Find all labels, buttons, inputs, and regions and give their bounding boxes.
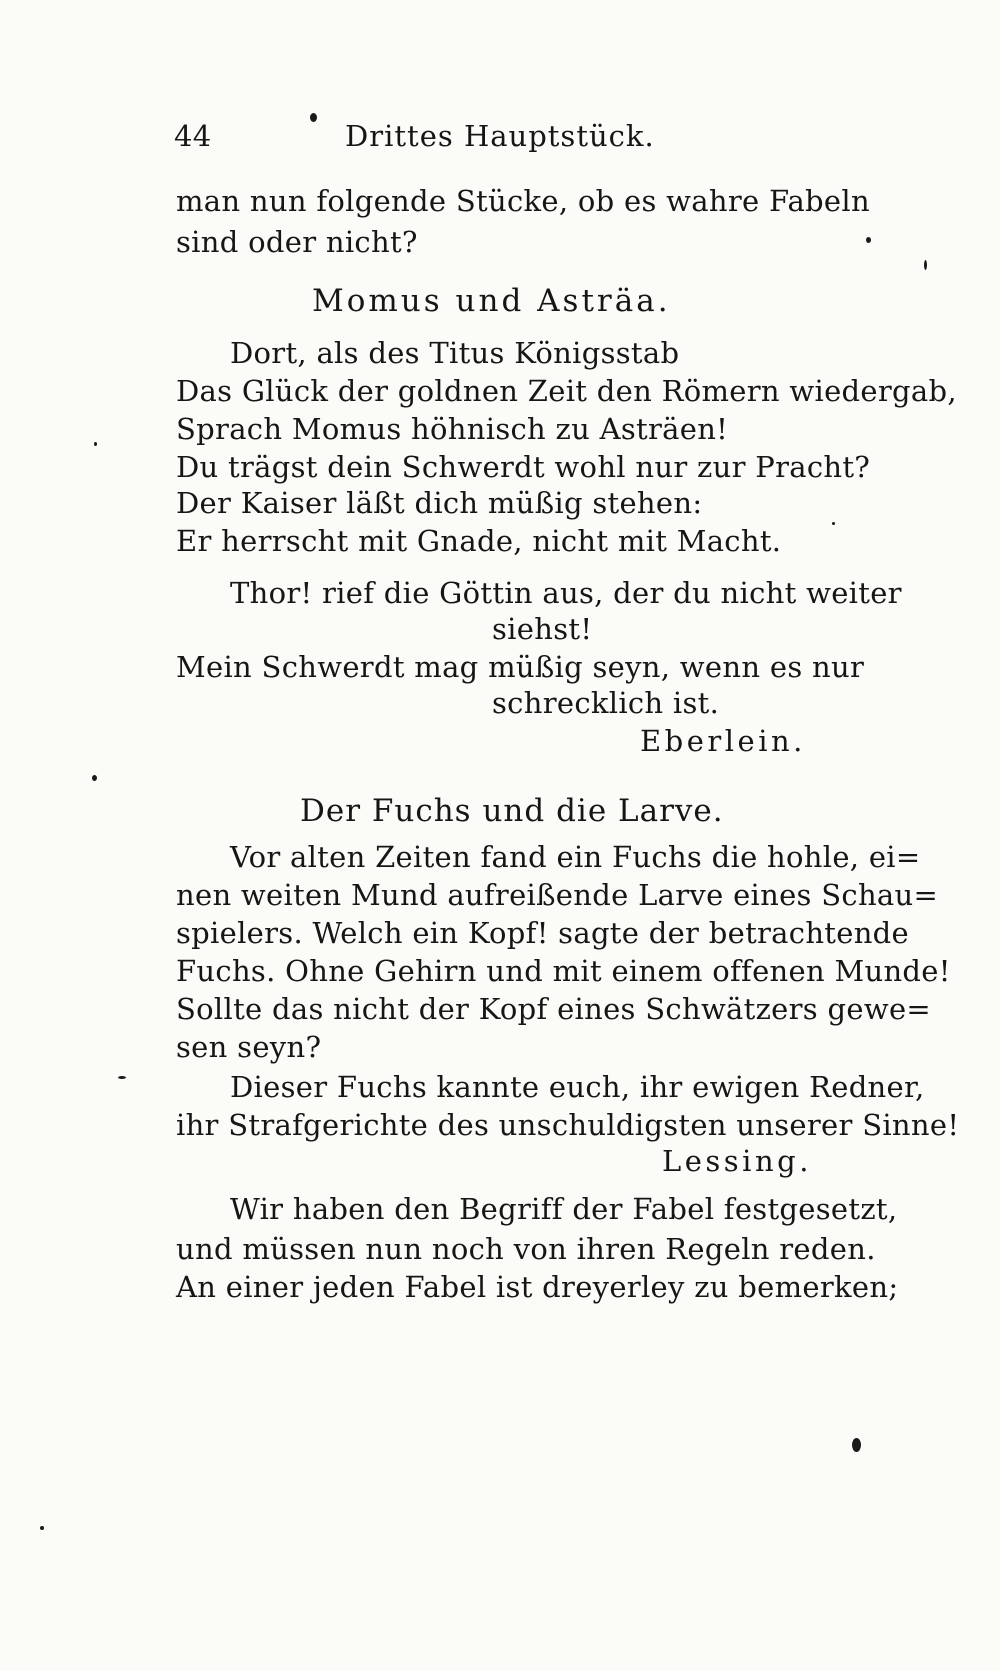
reply-line: Thor! rief die Göttin aus, der du nicht weiter — [230, 576, 902, 610]
prose-line: Sollte das nicht der Kopf eines Schwätzers gewe= — [176, 992, 932, 1026]
verse-line: Sprach Momus höhnisch zu Asträen! — [176, 412, 729, 446]
ink-speck — [118, 1076, 126, 1079]
author-signature: Lessing. — [662, 1144, 812, 1178]
intro-line: man nun folgende Stücke, ob es wahre Fabeln — [176, 184, 870, 218]
reply-line: siehst! — [492, 612, 593, 646]
prose-line: Dieser Fuchs kannte euch, ihr ewigen Redner, — [230, 1070, 925, 1104]
prose-line: spielers. Welch ein Kopf! sagte der betrachtende — [176, 916, 910, 950]
prose-line: ihr Strafgerichte des unschuldigsten unserer Sinne! — [176, 1108, 960, 1142]
reply-line: schrecklich ist. — [492, 686, 720, 720]
ink-speck — [92, 775, 97, 781]
prose-line: Fuchs. Ohne Gehirn und mit einem offenen Munde! — [176, 954, 951, 988]
verse-line: Das Glück der goldnen Zeit den Römern wiedergab, — [176, 374, 957, 408]
reply-line: Mein Schwerdt mag müßig seyn, wenn es nur — [176, 650, 865, 684]
prose-line: sen seyn? — [176, 1030, 322, 1064]
running-title: Drittes Hauptstück. — [345, 119, 655, 153]
verse-line: Der Kaiser läßt dich müßig stehen: — [176, 486, 703, 520]
closing-line: und müssen nun noch von ihren Regeln reden. — [176, 1232, 876, 1266]
fable-title: Momus und Asträa. — [312, 283, 671, 319]
prose-line: Vor alten Zeiten fand ein Fuchs die hohle, ei= — [230, 840, 921, 874]
prose-line: nen weiten Mund aufreißende Larve eines Schau= — [176, 878, 939, 912]
ink-speck — [40, 1526, 44, 1530]
verse-line: Du trägst dein Schwerdt wohl nur zur Pracht? — [176, 450, 871, 484]
ink-speck — [832, 522, 835, 525]
verse-line: Er herrscht mit Gnade, nicht mit Macht. — [176, 524, 782, 558]
fable-title: Der Fuchs und die Larve. — [300, 793, 724, 829]
intro-line: sind oder nicht? — [176, 225, 418, 259]
ink-speck — [310, 113, 317, 122]
ink-speck — [866, 237, 871, 243]
closing-line: Wir haben den Begriff der Fabel festgesetzt, — [230, 1192, 898, 1226]
author-signature: Eberlein. — [640, 724, 806, 758]
ink-speck — [924, 260, 927, 270]
ink-speck — [852, 1438, 861, 1452]
page-number: 44 — [174, 119, 212, 153]
verse-line: Dort, als des Titus Königsstab — [230, 336, 680, 370]
closing-line: An einer jeden Fabel ist dreyerley zu bemerken; — [176, 1270, 899, 1304]
ink-speck — [94, 442, 97, 446]
